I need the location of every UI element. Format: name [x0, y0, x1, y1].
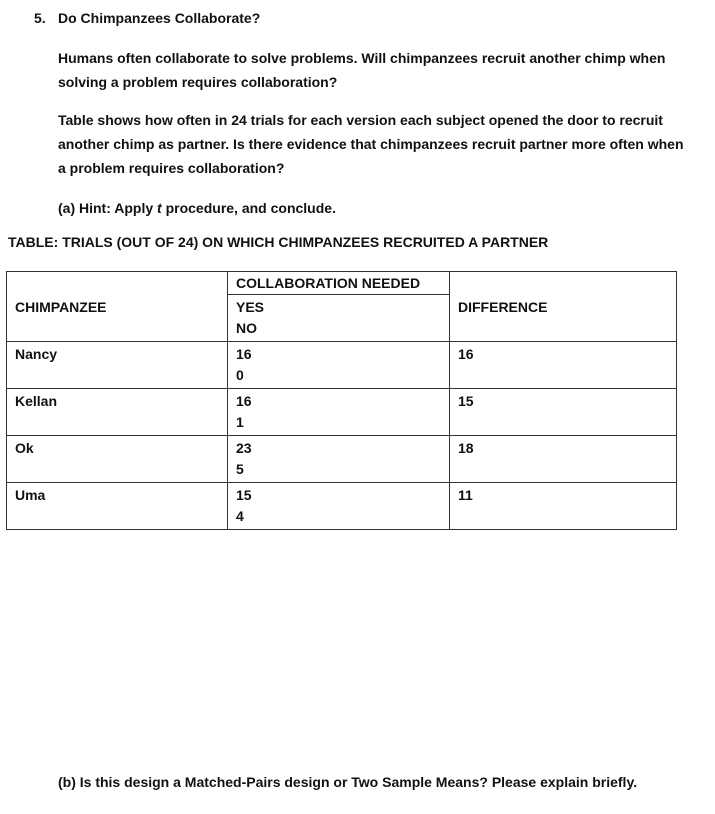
no-value: 5 — [236, 461, 244, 477]
part-b-question: (b) Is this design a Matched-Pairs design or Two Sample Means? Please explain briefly. — [58, 774, 638, 790]
difference-column-header: DIFFERENCE — [450, 295, 677, 342]
chimp-name: Nancy — [7, 342, 228, 389]
table-description-paragraph: Table shows how often in 24 trials for each version each subject opened the door to recruit another chimp as partner. Is there evidence that chimpanzees recruit partner more often when a problem requires collaboration? — [58, 112, 684, 176]
part-a-hint — [58, 196, 688, 220]
yes-value: 23 — [236, 440, 252, 456]
no-value: 1 — [236, 414, 244, 430]
yes-no-cell — [228, 342, 450, 389]
difference-value: 15 — [450, 389, 677, 436]
difference-value: 18 — [450, 436, 677, 483]
no-column-header: NO — [236, 320, 257, 336]
yes-no-header — [228, 295, 450, 342]
no-value: 4 — [236, 508, 244, 524]
yes-value: 16 — [236, 393, 252, 409]
intro-paragraph: Humans often collaborate to solve problems. Will chimpanzees recruit another chimp when solving a problem requires collaboration? — [58, 50, 666, 90]
chimp-name: Uma — [7, 483, 228, 530]
table-row — [7, 389, 677, 436]
chimpanzee-column-header: CHIMPANZEE — [7, 295, 228, 342]
table-row — [7, 342, 677, 389]
chimp-name: Ok — [7, 436, 228, 483]
chimp-name: Kellan — [7, 389, 228, 436]
difference-value: 16 — [450, 342, 677, 389]
part-a-suffix: procedure, and conclude. — [161, 200, 336, 216]
chimpanzee-table — [6, 271, 677, 530]
part-a-prefix: (a) Hint: Apply — [58, 200, 158, 216]
part-a-italic-t: t — [157, 200, 162, 216]
yes-no-cell — [228, 436, 450, 483]
table-column-header-row — [7, 295, 677, 342]
question-title: Do Chimpanzees Collaborate? — [58, 10, 261, 26]
header-empty-cell — [450, 272, 677, 295]
table-title: TABLE: TRIALS (OUT OF 24) ON WHICH CHIMPANZEES RECRUITED A PARTNER — [8, 234, 549, 250]
table-row — [7, 436, 677, 483]
yes-column-header: YES — [236, 299, 265, 315]
table-group-header-row — [7, 272, 677, 295]
yes-no-cell — [228, 483, 450, 530]
table-row — [7, 483, 677, 530]
question-number: 5. — [34, 10, 46, 26]
yes-no-cell — [228, 389, 450, 436]
yes-value: 16 — [236, 346, 252, 362]
header-empty-cell — [7, 272, 228, 295]
collaboration-needed-header: COLLABORATION NEEDED — [228, 272, 450, 295]
yes-value: 15 — [236, 487, 252, 503]
no-value: 0 — [236, 367, 244, 383]
difference-value: 11 — [450, 483, 677, 530]
